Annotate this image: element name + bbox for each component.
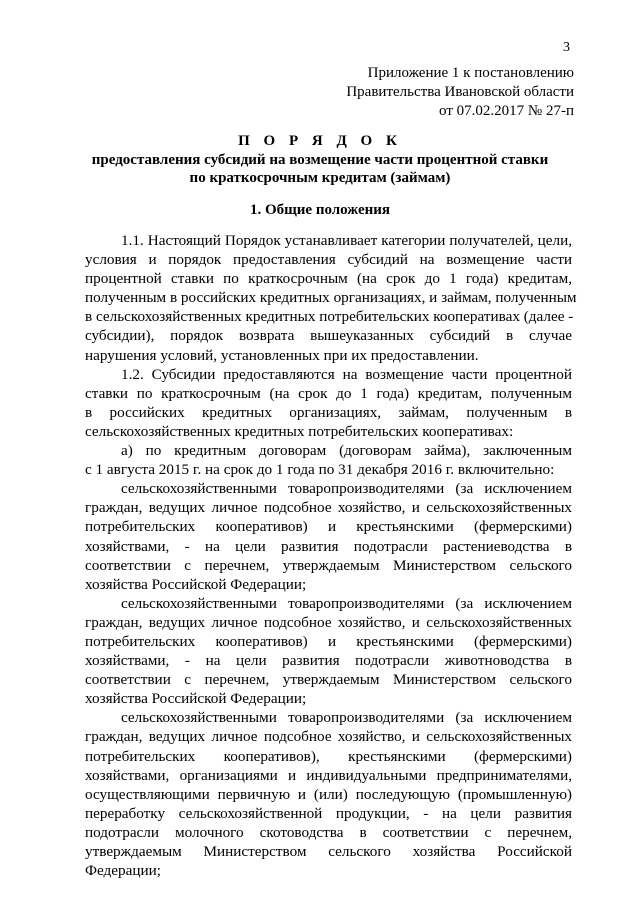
text-line: осуществляющими первичную и (или) последующую (промышленную) <box>85 785 572 803</box>
text-line: переработку сельскохозяйственной продукции, - на цели развития <box>85 804 572 822</box>
text-line: полученным в российских кредитных организациях, и займам, полученным <box>85 289 577 307</box>
text-line: подотрасли молочного скотоводства в соответствии с перечнем, <box>85 823 572 841</box>
text-line: граждан, ведущих личное подсобное хозяйство, и сельскохозяйственных <box>85 499 572 517</box>
text-line: сельскохозяйственными товаропроизводителями (за исключением <box>121 594 572 612</box>
text-line: субсидии), порядок возврата вышеуказанных субсидий в случае <box>85 327 572 345</box>
text-line: соответствии с перечнем, утверждаемым Министерством сельского <box>85 556 572 574</box>
text-line: сельскохозяйственных кредитных потребительских кооперативах: <box>85 422 514 440</box>
text-line: в сельскохозяйственных кредитных потребительских кооперативах (далее - <box>85 308 574 326</box>
text-line: нарушения условий, установленных при их предоставлении. <box>85 346 479 364</box>
page-number: 3 <box>563 40 570 55</box>
text-line: 1.2. Субсидии предоставляются на возмещение части процентной <box>121 365 572 383</box>
body-text <box>85 231 577 880</box>
text-line: с 1 августа 2015 г. на срок до 1 года по 31 декабря 2016 г. включительно: <box>85 461 555 479</box>
subtitle-line: по краткосрочным кредитам (займам) <box>189 170 451 186</box>
text-line: соответствии с перечнем, утверждаемым Министерством сельского <box>85 671 572 689</box>
text-line: хозяйствами, организациями и индивидуальными предпринимателями, <box>85 766 572 784</box>
subtitle-line: предоставления субсидий на возмещение части процентной ставки <box>91 152 549 168</box>
text-line: граждан, ведущих личное подсобное хозяйство, и сельскохозяйственных <box>85 728 572 746</box>
appendix-line: Приложение 1 к постановлению <box>367 65 574 81</box>
text-line: сельскохозяйственными товаропроизводителями (за исключением <box>121 709 572 727</box>
text-line: а) по кредитным договорам (договорам займа), заключенным <box>121 442 572 460</box>
text-line: хозяйствами, - на цели развития подотрасли животноводства в <box>85 652 572 670</box>
appendix-line: от 07.02.2017 № 27-п <box>439 103 574 119</box>
text-line: Федерации; <box>85 862 161 880</box>
text-line: 1.1. Настоящий Порядок устанавливает категории получателей, цели, <box>121 232 572 249</box>
text-line: хозяйства Российской Федерации; <box>85 690 307 708</box>
text-line: утверждаемым Министерством сельского хозяйства Российской <box>85 843 572 860</box>
text-line: в российских кредитных организациях, займам, полученным в <box>85 403 572 421</box>
text-line: сельскохозяйственными товаропроизводителями (за исключением <box>121 480 572 498</box>
text-line: ставки по краткосрочным (на срок до 1 года) кредитам, полученным <box>85 384 572 402</box>
section-heading: 1. Общие положения <box>249 202 391 218</box>
text-line: хозяйствами, - на цели развития подотрасли растениеводства в <box>85 537 572 555</box>
appendix-line: Правительства Ивановской области <box>346 84 574 100</box>
appendix-reference <box>346 64 574 121</box>
text-line: процентной ставки по краткосрочным (на срок до 1 года) кредитам, <box>85 270 572 288</box>
text-line: потребительских кооперативов) и крестьянскими (фермерскими) <box>85 518 572 536</box>
text-line: потребительских кооперативов), крестьянскими (фермерскими) <box>85 747 572 765</box>
text-line: хозяйства Российской Федерации; <box>85 575 307 593</box>
text-line: граждан, ведущих личное подсобное хозяйство, и сельскохозяйственных <box>85 613 572 631</box>
document-title: П О Р Я Д О К <box>238 133 402 149</box>
text-line: потребительских кооперативов) и крестьянскими (фермерскими) <box>85 632 572 650</box>
text-line: условия и порядок предоставления субсидий на возмещение части <box>85 251 572 269</box>
document-subtitle <box>0 151 640 187</box>
